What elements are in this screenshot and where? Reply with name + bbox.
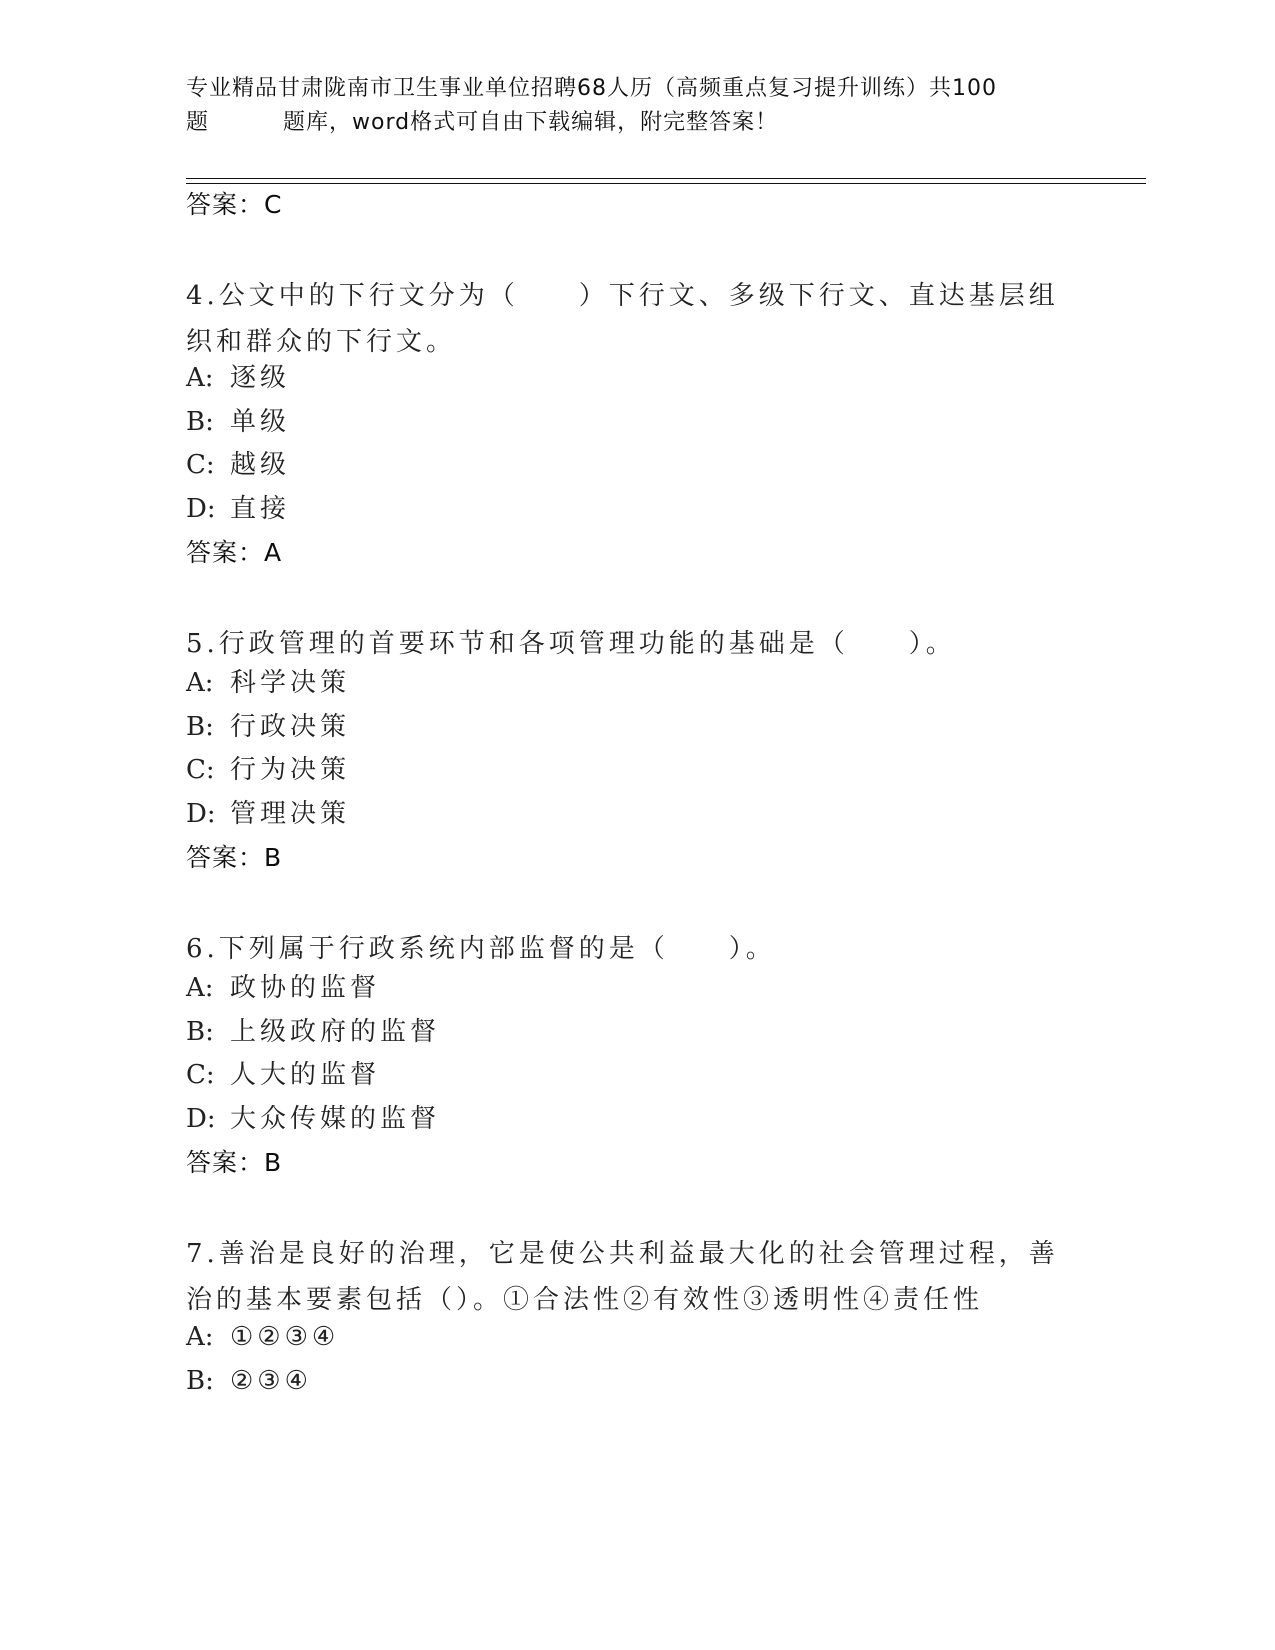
question-6-text: 6.下列属于行政系统内部监督的是（ ）。 [186,934,776,964]
option-letter: B: [186,1366,214,1396]
option-letter: B: [186,1017,214,1047]
option-letter: A: [186,668,214,698]
question-7-option-a [186,1320,339,1354]
question-4-option-b [186,405,290,439]
question-6-option-c [186,1058,380,1092]
header-title-line1: 专业精品甘肃陇南市卫生事业单位招聘68人历（高频重点复习提升训练）共100 [186,76,997,101]
question-6-option-b [186,1015,440,1049]
question-5-text: 5.行政管理的首要环节和各项管理功能的基础是（ ）。 [186,629,956,659]
option-text: ①②③④ [230,1322,340,1352]
option-text: 上级政府的监督 [230,1017,441,1047]
question-5-option-b [186,710,350,744]
option-letter: C: [186,1060,215,1090]
option-text: 政协的监督 [230,973,381,1003]
question-4-answer: 答案：A [186,538,283,567]
option-text: 越级 [230,450,291,480]
option-letter: C: [186,450,215,480]
option-text: 单级 [230,407,291,437]
option-letter: A: [186,1322,214,1352]
question-4-text: 4.公文中的下行文分为（ ）下行文、多级下行文、直达基层组织和群众的下行文。 [186,281,1059,357]
question-5-option-a [186,666,350,700]
option-text: 行为决策 [230,755,351,785]
option-letter: D: [186,1104,216,1134]
header-title-line2-end: 题库，word格式可自由下载编辑，附完整答案！ [283,110,779,135]
option-text: ②③④ [230,1366,312,1396]
option-text: 管理决策 [230,799,351,829]
question-6-answer: 答案：B [186,1148,283,1177]
option-text: 逐级 [230,363,291,393]
header-title-line2 [186,106,1066,140]
option-text: 科学决策 [230,668,351,698]
question-4-option-a [186,361,290,395]
option-letter: A: [186,363,214,393]
option-letter: C: [186,755,215,785]
option-letter: D: [186,799,216,829]
question-5-option-d [186,797,350,831]
question-7-option-b [186,1364,312,1398]
option-text: 直接 [230,494,291,524]
answer-previous: 答案：C [186,190,283,219]
option-text: 人大的监督 [230,1060,381,1090]
question-5-option-c [186,753,350,787]
header-divider-top [186,178,1146,179]
option-letter: A: [186,973,214,1003]
header-divider-bottom [186,183,1146,184]
option-letter: B: [186,407,214,437]
question-4-option-d [186,492,290,526]
option-text: 行政决策 [230,712,351,742]
option-letter: B: [186,712,214,742]
question-6-option-a [186,971,380,1005]
document-header [186,72,1066,140]
option-text: 大众传媒的监督 [230,1104,441,1134]
option-letter: D: [186,494,216,524]
question-5-answer: 答案：B [186,843,283,872]
question-6-option-d [186,1102,440,1136]
header-title-line2-start: 题 [186,110,210,135]
question-4-option-c [186,448,290,482]
header-gap [209,106,283,140]
question-7-text: 7.善治是良好的治理，它是使公共利益最大化的社会管理过程，善治的基本要素包括（）。①合法性②有效性③透明性④责任性 [186,1239,1059,1315]
